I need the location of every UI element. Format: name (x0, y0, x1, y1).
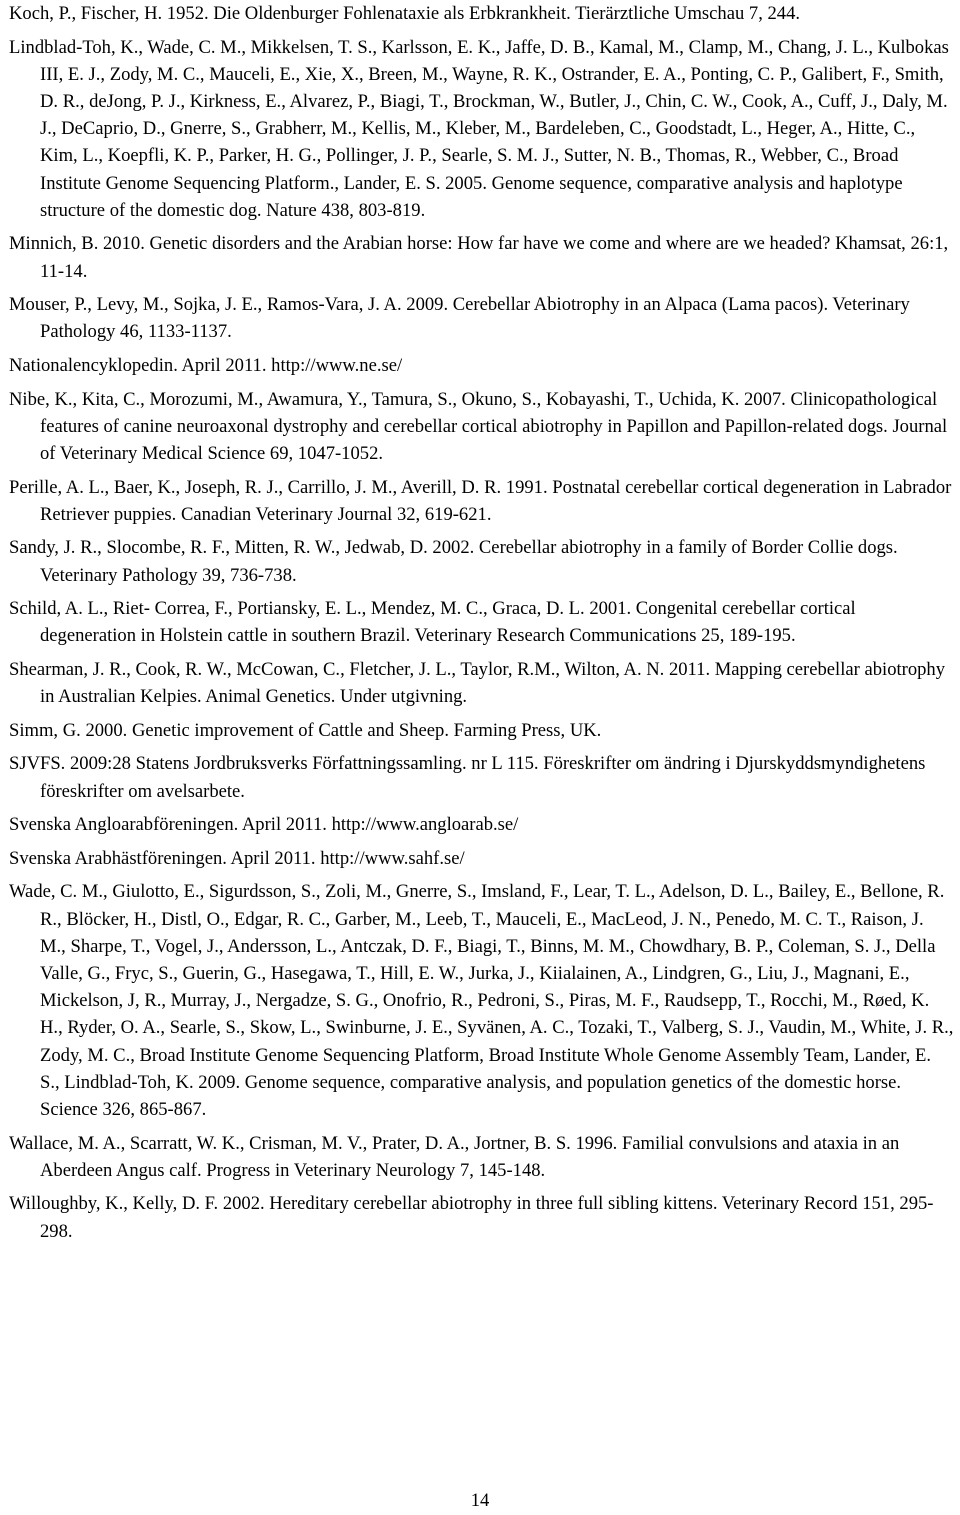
reference-entry: Nibe, K., Kita, C., Morozumi, M., Awamura, Y., Tamura, S., Okuno, S., Kobayashi, T., Uchida, K. 2007. Clinicopathological features of canine neuroaxonal dystrophy and cerebellar cortical abiotrophy in Papillon and Papillon-related dogs. Journal of Veterinary Medical Science 69, 1047-1052. (9, 388, 948, 464)
reference-entry: Nationalencyklopedin. April 2011. http://www.ne.se/ (9, 355, 403, 376)
reference-entry: Svenska Arabhästföreningen. April 2011. http://www.sahf.se/ (9, 847, 465, 869)
reference-entry: Sandy, J. R., Slocombe, R. F., Mitten, R. W., Jedwab, D. 2002. Cerebellar abiotrophy in a family of Border Collie dogs. Veterinary Pathology 39, 736-738. (9, 537, 898, 586)
reference-list (9, 0, 954, 1245)
reference-page (9, 0, 954, 1251)
reference-entry: Schild, A. L., Riet- Correa, F., Portiansky, E. L., Mendez, M. C., Graca, D. L. 2001. Congenital cerebellar cortical degeneration in Holstein cattle in southern Brazil. Veterinary Research Communications 25, 189-195. (9, 598, 856, 647)
reference-entry: Willoughby, K., Kelly, D. F. 2002. Hereditary cerebellar abiotrophy in three full sibling kittens. Veterinary Record 151, 295-298. (9, 1193, 934, 1242)
reference-entry: Shearman, J. R., Cook, R. W., McCowan, C., Fletcher, J. L., Taylor, R.M., Wilton, A. N. 2011. Mapping cerebellar abiotrophy in Australian Kelpies. Animal Genetics. Under utgivning. (9, 658, 946, 708)
reference-entry: Lindblad-Toh, K., Wade, C. M., Mikkelsen, T. S., Karlsson, E. K., Jaffe, D. B., Kamal, M., Clamp, M., Chang, J. L., Kulbokas III, E. J., Zody, M. C., Mauceli, E., Xie, X., Breen, M., Wayne, R. K., Ostrander, E. A., Ponting, C. P., Galibert, F., Smith, D. R., deJong, P. J., Kirkness, E., Alvarez, P., Biagi, T., Brockman, W., Butler, J., Chin, C. W., Cook, A., Cuff, J., Daly, M. J., DeCaprio, D., Gnerre, S., Grabherr, M., Kellis, M., Kleber, M., Bardeleben, C., Goodstadt, L., Heger, A., Hitte, C., Kim, L., Koepfli, K. P., Parker, H. G., Pollinger, J. P., Searle, S. M. J., Sutter, N. B., Thomas, R., Webber, C., Broad Institute Genome Sequencing Platform., Lander, E. S. 2005. Genome sequence, comparative analysis and haplotype structure of the domestic dog. Nature 438, 803-819. (9, 36, 949, 221)
reference-entry: Mouser, P., Levy, M., Sojka, J. E., Ramos-Vara, J. A. 2009. Cerebellar Abiotrophy in an Alpaca (Lama pacos). Veterinary Pathology 46, 1133-1137. (9, 294, 910, 343)
reference-entry: Koch, P., Fischer, H. 1952. Die Oldenburger Fohlenataxie als Erbkrankheit. Tierärztliche Umschau 7, 244. (9, 3, 801, 24)
reference-entry: SJVFS. 2009:28 Statens Jordbruksverks Författningssamling. nr L 115. Föreskrifter om ändring i Djurskyddsmyndighetens föreskrifter om avelsarbete. (9, 753, 926, 802)
reference-entry: Wade, C. M., Giulotto, E., Sigurdsson, S., Zoli, M., Gnerre, S., Imsland, F., Lear, T. L., Adelson, D. L., Bailey, E., Bellone, R. R., Blöcker, H., Distl, O., Edgar, R. C., Garber, M., Leeb, T., Mauceli, E., MacLeod, J. N., Penedo, M. C. T., Raison, J. M., Sharpe, T., Vogel, J., Andersson, L., Antczak, D. F., Biagi, T., Binns, M. M., Chowdhary, B. P., Coleman, S. J., Della Valle, G., Fryc, S., Guerin, G., Hasegawa, T., Hill, E. W., Jurka, J., Kiialainen, A., Lindgren, G., Liu, J., Magnani, E., Mickelson, J, R., Murray, J., Nergadze, S. G., Onofrio, R., Pedroni, S., Piras, M. F., Raudsepp, T., Rocchi, M., Røed, K. H., Ryder, O. A., Searle, S., Skow, L., Swinburne, J. E., Syvänen, A. C., Tozaki, T., Valberg, S. J., Vaudin, M., White, J. R., Zody, M. C., Broad Institute Genome Sequencing Platform, Broad Institute Whole Genome Assembly Team, Lander, E. S., Lindblad-Toh, K. 2009. Genome sequence, comparative analysis, and population genetics of the domestic horse. Science 326, 865-867. (9, 881, 954, 1120)
reference-entry: Wallace, M. A., Scarratt, W. K., Crisman, M. V., Prater, D. A., Jortner, B. S. 1996. Familial convulsions and ataxia in an Aberdeen Angus calf. Progress in Veterinary Neurology 7, 145-148. (9, 1132, 900, 1181)
reference-entry: Svenska Angloarabföreningen. April 2011. http://www.angloarab.se/ (9, 814, 519, 836)
reference-entry: Minnich, B. 2010. Genetic disorders and the Arabian horse: How far have we come and where are we headed? Khamsat, 26:1, 11-14. (9, 233, 949, 282)
reference-entry: Simm, G. 2000. Genetic improvement of Cattle and Sheep. Farming Press, UK. (9, 719, 602, 741)
reference-entry: Perille, A. L., Baer, K., Joseph, R. J., Carrillo, J. M., Averill, D. R. 1991. Postnatal cerebellar cortical degeneration in Labrador Retriever puppies. Canadian Veterinary Journal 32, 619-621. (9, 476, 952, 525)
page-number: 14 (470, 1490, 490, 1511)
